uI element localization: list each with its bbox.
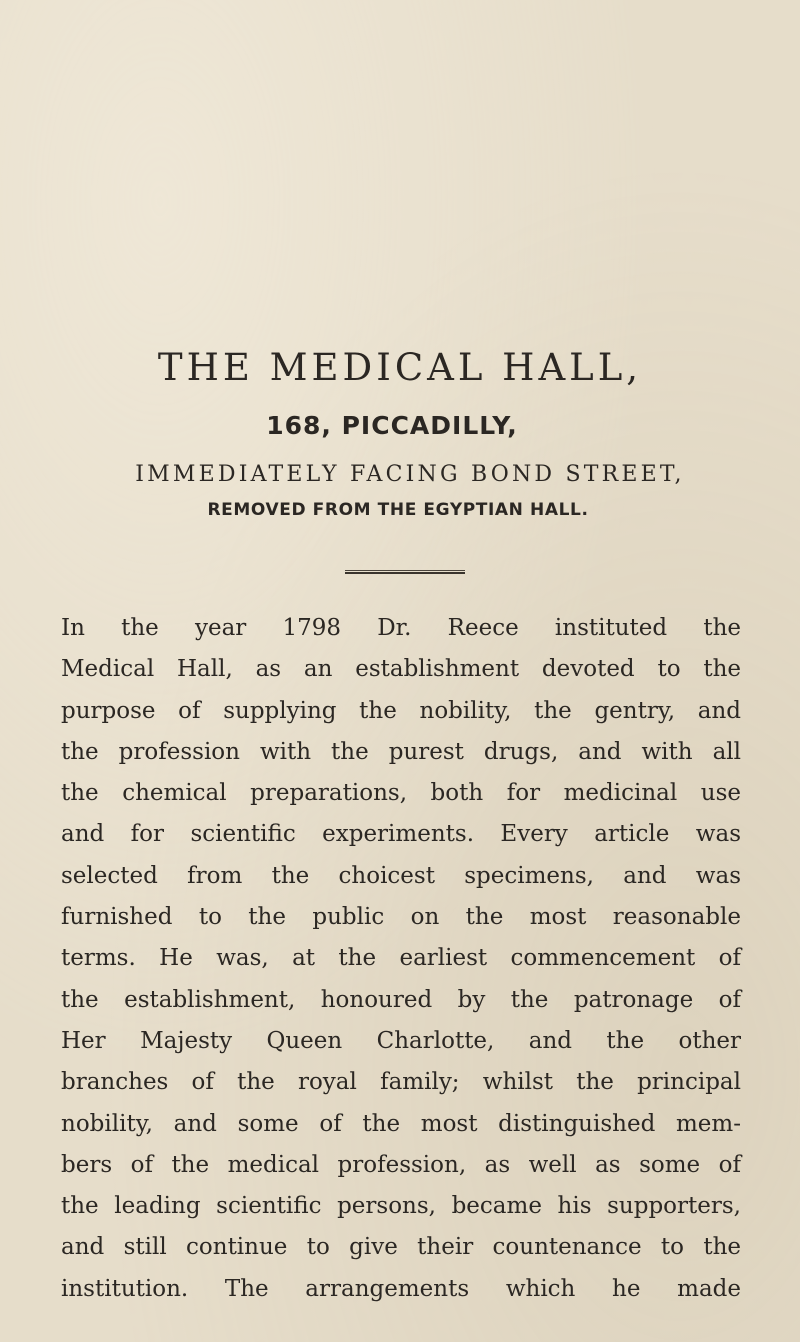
text-line: institution. The arrangements which he made xyxy=(61,1275,741,1302)
text-line: the profession with the purest drugs, and with all xyxy=(61,738,741,765)
page-title: THE MEDICAL HALL, xyxy=(157,346,643,389)
text-line: selected from the choicest specimens, and was xyxy=(61,862,741,889)
address-line: 168, PICCADILLY, xyxy=(266,411,518,440)
text-line: and still continue to give their countenance to the xyxy=(61,1234,741,1261)
text-line: bers of the medical profession, as well as some of xyxy=(61,1151,741,1178)
text-line: Medical Hall, as an establishment devoted to the xyxy=(61,656,741,683)
removal-note: REMOVED FROM THE EGYPTIAN HALL. xyxy=(207,500,589,520)
text-line: Her Majesty Queen Charlotte, and the other xyxy=(61,1027,741,1054)
text-line: In the year 1798 Dr. Reece instituted the xyxy=(61,615,741,641)
section-divider xyxy=(345,570,465,574)
location-line: IMMEDIATELY FACING BOND STREET, xyxy=(135,462,685,487)
text-line: nobility, and some of the most distinguished mem- xyxy=(61,1110,741,1137)
body-paragraph xyxy=(61,608,741,1310)
text-line: furnished to the public on the most reasonable xyxy=(61,904,741,931)
text-line: branches of the royal family; whilst the principal xyxy=(61,1069,741,1096)
text-line: the establishment, honoured by the patronage of xyxy=(61,986,741,1013)
text-line: and for scientific experiments. Every article was xyxy=(61,821,741,848)
text-line: purpose of supplying the nobility, the gentry, and xyxy=(61,697,741,724)
text-line: the chemical preparations, both for medicinal use xyxy=(61,780,741,807)
text-line: the leading scientific persons, became his supporters, xyxy=(61,1193,741,1220)
text-line: terms. He was, at the earliest commencement of xyxy=(61,945,741,972)
